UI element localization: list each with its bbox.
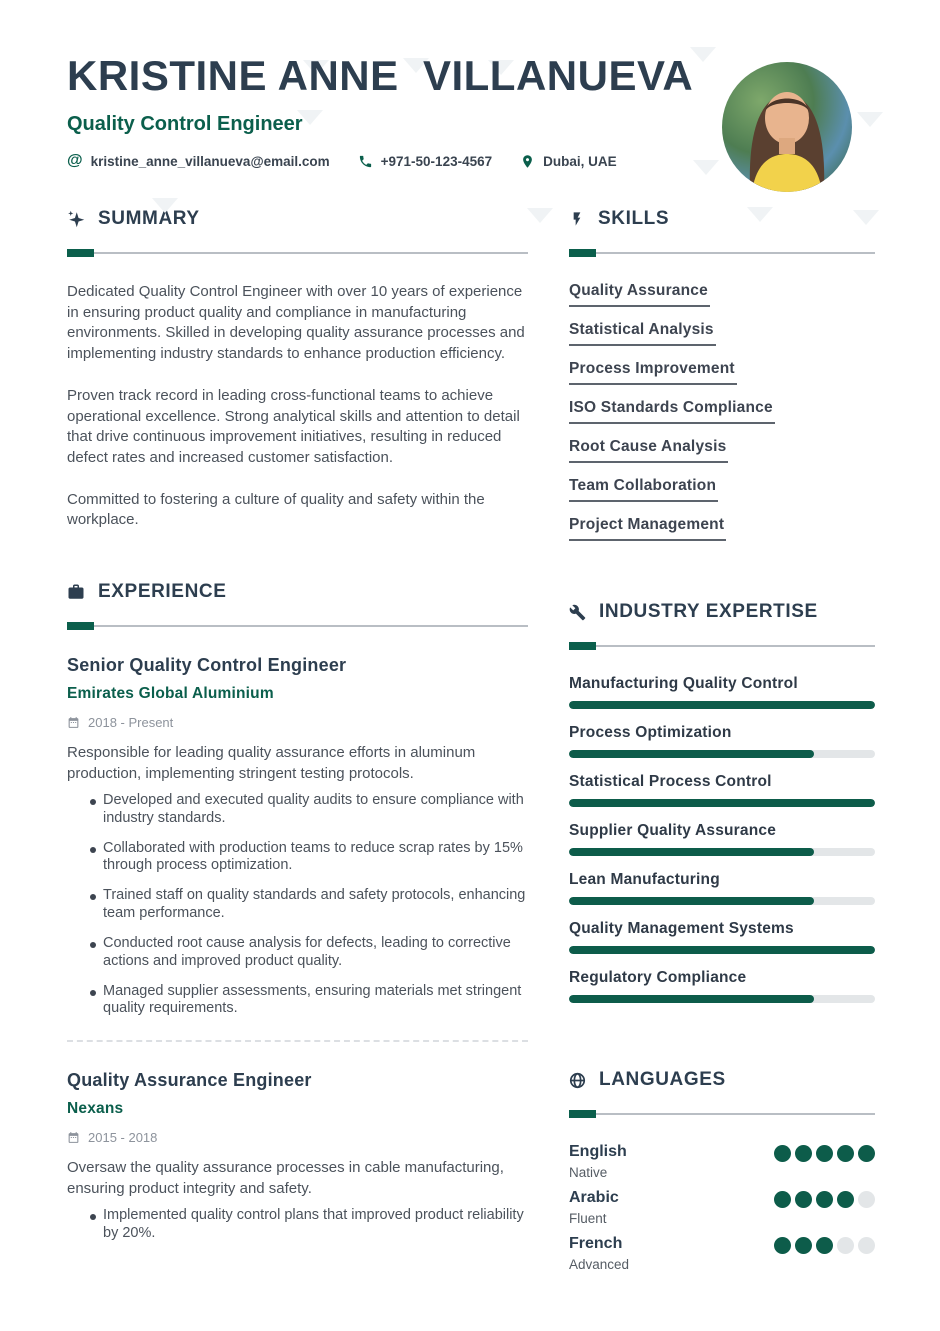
- expertise-progress-fill: [569, 897, 814, 905]
- summary-heading-label: SUMMARY: [98, 208, 200, 230]
- expertise-progress-track: [569, 848, 875, 856]
- language-info: [569, 1143, 627, 1180]
- decor-triangle: [152, 198, 178, 213]
- experience-heading: [67, 581, 528, 603]
- summary-paragraph: Proven track record in leading cross-functional teams to achieve operational excellence. Strong analytical skills and attention to detail that drive continuous improvement initiatives, resulting in reduced defect rates and increased customer satisfaction.: [67, 386, 520, 466]
- expertise-progress-track: [569, 995, 875, 1003]
- expertise-label: Regulatory Compliance: [569, 969, 747, 987]
- language-name: English: [569, 1143, 627, 1161]
- job-title: Quality Assurance Engineer: [67, 1070, 312, 1091]
- skill-item: Team Collaboration: [569, 477, 718, 502]
- languages-heading: [569, 1069, 875, 1091]
- language-level: Fluent: [569, 1211, 607, 1227]
- contact-phone[interactable]: [358, 154, 492, 169]
- expertise-item: [569, 773, 875, 807]
- proficiency-dot-filled: [816, 1237, 833, 1254]
- summary-paragraph: Committed to fostering a culture of quality and safety within the workplace.: [67, 490, 485, 529]
- job-company: Nexans: [67, 1100, 124, 1118]
- skill-item: Project Management: [569, 516, 726, 541]
- language-dots: [774, 1145, 875, 1162]
- skill-item: Statistical Analysis: [569, 321, 716, 346]
- job-bullet-list: [67, 792, 528, 1018]
- language-name: Arabic: [569, 1189, 619, 1207]
- content-columns: [0, 208, 940, 1281]
- language-row: [569, 1189, 875, 1226]
- proficiency-dot-filled: [795, 1145, 812, 1162]
- expertise-progress-fill: [569, 946, 875, 954]
- left-column: [67, 208, 528, 1281]
- at-icon: @: [67, 152, 83, 170]
- skill-item: Root Cause Analysis: [569, 438, 728, 463]
- proficiency-dot-empty: [837, 1237, 854, 1254]
- proficiency-dot-empty: [858, 1237, 875, 1254]
- language-level: Advanced: [569, 1257, 630, 1273]
- calendar-icon: [67, 1131, 80, 1144]
- skill-item: Process Improvement: [569, 360, 737, 385]
- contact-location-text: Dubai, UAE: [543, 153, 617, 169]
- summary-section: [67, 208, 528, 531]
- language-name: French: [569, 1235, 623, 1253]
- skills-heading: [569, 208, 875, 230]
- summary-paragraph: Dedicated Quality Control Engineer with over 10 years of experience in ensuring product quality and compliance in manufacturing environments. Skilled in developing quality assurance processes and implementing industry standards to enhance production efficiency.: [67, 283, 525, 363]
- candidate-job-title: Quality Control Engineer: [67, 113, 303, 136]
- globe-icon: [569, 1072, 586, 1089]
- expertise-progress-track: [569, 750, 875, 758]
- language-dots: [774, 1237, 875, 1254]
- job-bullet: Trained staff on quality standards and safety protocols, enhancing team performance.: [67, 887, 528, 923]
- job-dates-text: 2018 - Present: [88, 714, 174, 730]
- decor-triangle: [853, 210, 879, 225]
- candidate-name: KRISTINE ANNE VILLANUEVA: [67, 52, 694, 99]
- language-row: [569, 1235, 875, 1272]
- proficiency-dot-filled: [837, 1145, 854, 1162]
- proficiency-dot-filled: [795, 1237, 812, 1254]
- decor-triangle: [747, 207, 773, 222]
- summary-heading: [67, 208, 528, 230]
- experience-heading-label: EXPERIENCE: [98, 580, 227, 602]
- job-bullet: Collaborated with production teams to reduce scrap rates by 15% through process optimization.: [67, 840, 528, 876]
- expertise-label: Statistical Process Control: [569, 773, 772, 791]
- job-dates: [67, 715, 528, 730]
- expertise-progress-track: [569, 701, 875, 709]
- header: [0, 0, 940, 170]
- calendar-icon: [67, 716, 80, 729]
- contact-email-text: kristine_anne_villanueva@email.com: [90, 153, 330, 169]
- contact-phone-text: +971-50-123-4567: [380, 153, 493, 169]
- job-dates-text: 2015 - 2018: [88, 1130, 158, 1146]
- expertise-progress-track: [569, 799, 875, 807]
- job-entry: [67, 1070, 528, 1243]
- job-divider: [67, 1040, 528, 1042]
- profile-photo: [722, 62, 852, 192]
- expertise-progress-fill: [569, 799, 875, 807]
- job-title: Senior Quality Control Engineer: [67, 654, 347, 675]
- languages-section: [569, 1069, 875, 1272]
- proficiency-dot-filled: [774, 1145, 791, 1162]
- decor-triangle: [527, 208, 553, 223]
- expertise-item: [569, 675, 875, 709]
- expertise-item: [569, 871, 875, 905]
- job-description: Oversaw the quality assurance processes in cable manufacturing, ensuring product integrity and safety.: [67, 1159, 504, 1198]
- contact-email[interactable]: [67, 152, 330, 170]
- proficiency-dot-filled: [816, 1191, 833, 1208]
- expertise-item: [569, 724, 875, 758]
- skills-heading-label: SKILLS: [598, 208, 670, 230]
- location-icon: [520, 154, 535, 169]
- job-bullet: Managed supplier assessments, ensuring materials met stringent quality requirements.: [67, 983, 528, 1019]
- expertise-label: Quality Management Systems: [569, 920, 794, 938]
- expertise-item: [569, 822, 875, 856]
- job-company: Emirates Global Aluminium: [67, 684, 274, 702]
- industry-expertise-heading: [569, 601, 875, 623]
- language-info: [569, 1235, 629, 1272]
- languages-heading-label: LANGUAGES: [599, 1069, 726, 1091]
- briefcase-icon: [67, 583, 85, 601]
- skill-item: Quality Assurance: [569, 282, 710, 307]
- proficiency-dot-filled: [837, 1191, 854, 1208]
- profile-photo-image: [722, 62, 852, 192]
- job-dates: [67, 1130, 528, 1145]
- industry-expertise-section: [569, 601, 875, 1003]
- section-divider: [67, 252, 528, 254]
- proficiency-dot-filled: [816, 1145, 833, 1162]
- industry-expertise-heading-label: INDUSTRY EXPERTISE: [599, 601, 818, 623]
- proficiency-dot-filled: [774, 1237, 791, 1254]
- expertise-progress-fill: [569, 750, 814, 758]
- job-bullet: Implemented quality control plans that improved product reliability by 20%.: [67, 1207, 528, 1243]
- right-column: [569, 208, 875, 1281]
- job-bullet: Developed and executed quality audits to ensure compliance with industry standards.: [67, 792, 528, 828]
- job-description: Responsible for leading quality assurance efforts in aluminum production, implementing stringent testing protocols.: [67, 743, 476, 782]
- expertise-label: Lean Manufacturing: [569, 871, 720, 889]
- job-bullet-list: [67, 1207, 528, 1243]
- expertise-progress-fill: [569, 701, 875, 709]
- proficiency-dot-empty: [858, 1191, 875, 1208]
- expertise-label: Process Optimization: [569, 724, 732, 742]
- expertise-label: Supplier Quality Assurance: [569, 822, 777, 840]
- language-row: [569, 1143, 875, 1180]
- expertise-progress-fill: [569, 848, 814, 856]
- section-divider: [569, 1113, 875, 1115]
- expertise-item: [569, 969, 875, 1003]
- section-divider: [569, 252, 875, 254]
- expertise-label: Manufacturing Quality Control: [569, 675, 798, 693]
- language-dots: [774, 1191, 875, 1208]
- language-info: [569, 1189, 619, 1226]
- wrench-icon: [569, 604, 586, 621]
- contact-location[interactable]: [520, 154, 617, 169]
- section-divider: [569, 645, 875, 647]
- phone-icon: [358, 154, 373, 169]
- skills-section: [569, 208, 875, 541]
- expertise-progress-fill: [569, 995, 814, 1003]
- skill-item: ISO Standards Compliance: [569, 399, 775, 424]
- job-entry: [67, 655, 528, 1018]
- sparkle-icon: [67, 210, 85, 228]
- section-divider: [67, 625, 528, 627]
- proficiency-dot-filled: [858, 1145, 875, 1162]
- expertise-progress-track: [569, 897, 875, 905]
- proficiency-dot-filled: [774, 1191, 791, 1208]
- experience-section: [67, 581, 528, 1243]
- proficiency-dot-filled: [795, 1191, 812, 1208]
- lightning-icon: [569, 210, 585, 228]
- expertise-item: [569, 920, 875, 954]
- expertise-progress-track: [569, 946, 875, 954]
- language-level: Native: [569, 1165, 608, 1181]
- job-bullet: Conducted root cause analysis for defects, leading to corrective actions and improved product quality.: [67, 935, 528, 971]
